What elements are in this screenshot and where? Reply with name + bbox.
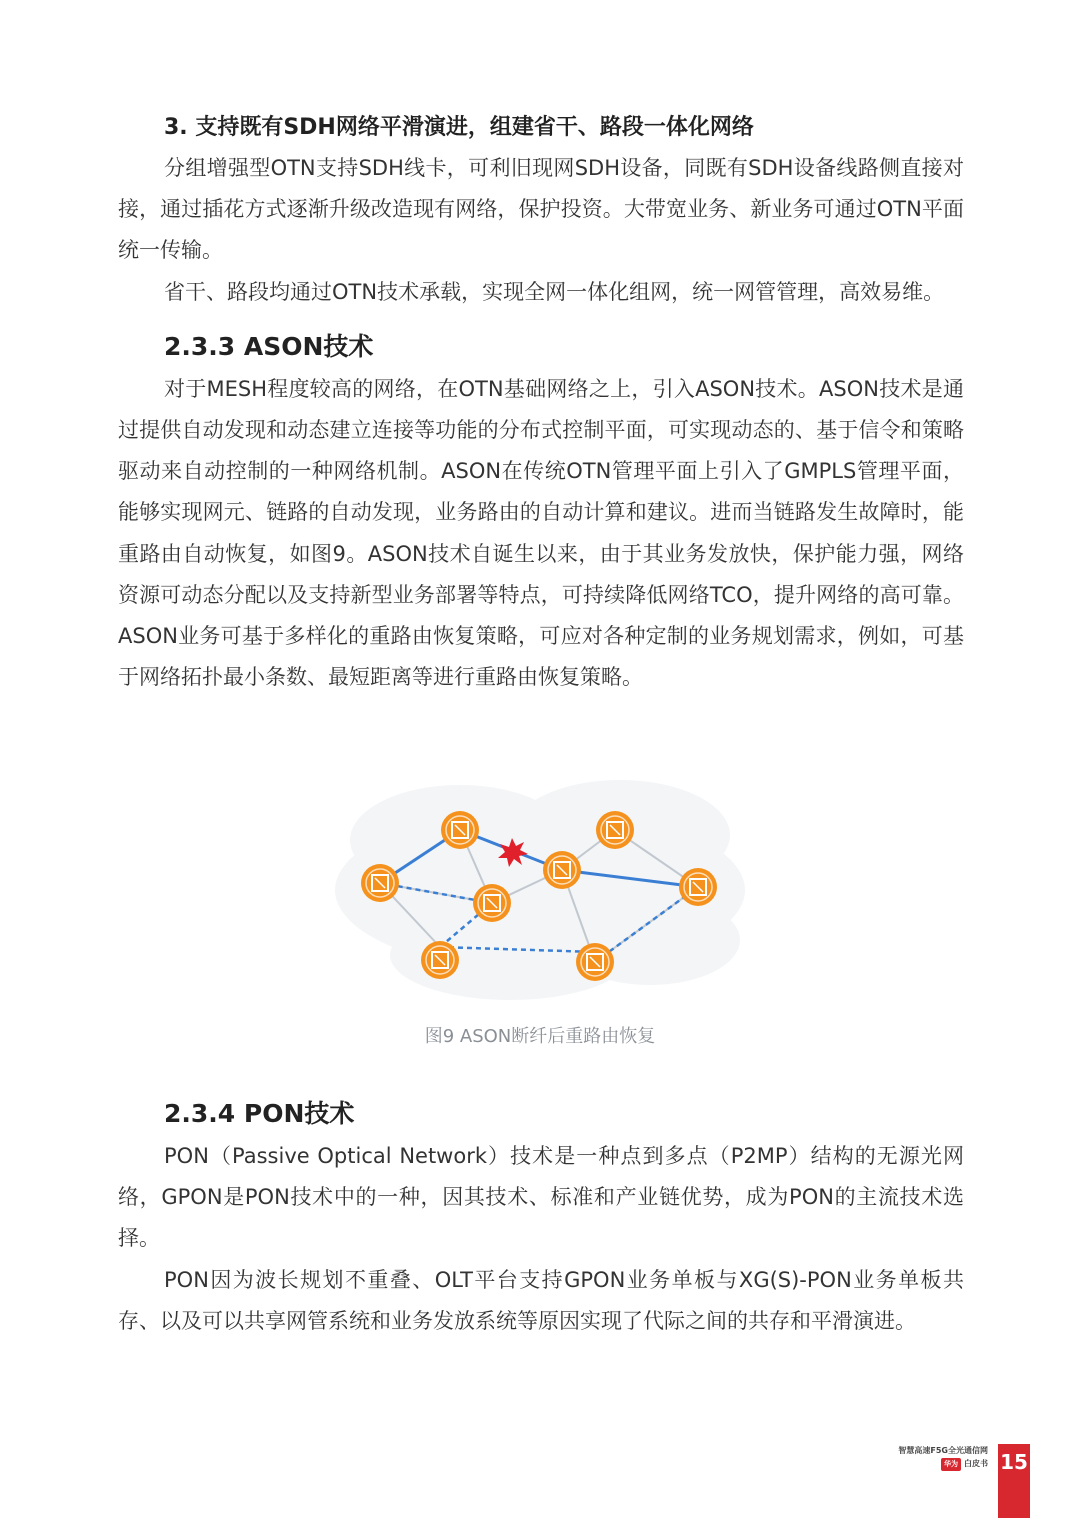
brand-logo-tag: 华为	[941, 1458, 961, 1471]
node-icon	[441, 811, 479, 849]
footer-brand-type: 白皮书	[964, 1459, 988, 1468]
node-icon	[679, 868, 717, 906]
footer-brand	[898, 1444, 988, 1471]
figure-caption: 图9 ASON断纤后重路由恢复	[424, 1026, 656, 1047]
section-heading-ason: 2.3.3 ASON技术	[164, 331, 374, 361]
page-number: 15	[998, 1444, 1030, 1518]
upper-content	[118, 108, 964, 698]
node-icon	[596, 811, 634, 849]
footer-brand-subtitle	[898, 1457, 988, 1471]
network-diagram	[320, 770, 760, 1010]
node-icon	[576, 943, 614, 981]
node-icon	[473, 884, 511, 922]
node-icon	[361, 864, 399, 902]
node-icon	[543, 851, 581, 889]
paragraph: 省干、路段均通过OTN技术承载，实现全网一体化组网，统一网管管理，高效易维。	[164, 279, 945, 304]
paragraph: 对于MESH程度较高的网络，在OTN基础网络之上，引入ASON技术。ASON技术是通过提供自动发现和动态建立连接等功能的分布式控制平面，可实现动态的、基于信令和策略驱动来自动控制的一种网络机制。ASON在传统OTN管理平面上引入了GMPLS管理平面，能够实现网元、链路的自动发现，业务路由的自动计算和建议。进而当链路发生故障时，能重路由自动恢复，如图9。ASON技术自诞生以来，由于其业务发放快，保护能力强，网络资源可动态分配以及支持新型业务部署等特点，可持续降低网络TCO，提升网络的高可靠。ASON业务可基于多样化的重路由恢复策略，可应对各种定制的业务规划需求，例如，可基于网络拓扑最小条数、最短距离等进行重路由恢复策略。	[118, 376, 964, 690]
footer-brand-title: 智慧高速F5G全光通信网	[898, 1446, 988, 1455]
paragraph: PON因为波长规划不重叠、OLT平台支持GPON业务单板与XG(S)-PON业务单板共存、以及可以共享网管系统和业务发放系统等原因实现了代际之间的共存和平滑演进。	[118, 1267, 964, 1333]
section-heading-pon: 2.3.4 PON技术	[164, 1099, 355, 1128]
node-icon	[421, 941, 459, 979]
paragraph: PON（Passive Optical Network）技术是一种点到多点（P2MP）结构的无源光网络，GPON是PON技术中的一种，因其技术、标准和产业链优势，成为PON的主流技术选择。	[118, 1144, 964, 1251]
lower-content	[118, 1092, 964, 1342]
paragraph: 分组增强型OTN支持SDH线卡，可利旧现网SDH设备，同既有SDH设备线路侧直接对接，通过插花方式逐渐升级改造现有网络，保护投资。大带宽业务、新业务可通过OTN平面统一传输。	[118, 156, 964, 263]
section-heading-sdh: 3. 支持既有SDH网络平滑演进，组建省干、路段一体化网络	[164, 115, 754, 140]
